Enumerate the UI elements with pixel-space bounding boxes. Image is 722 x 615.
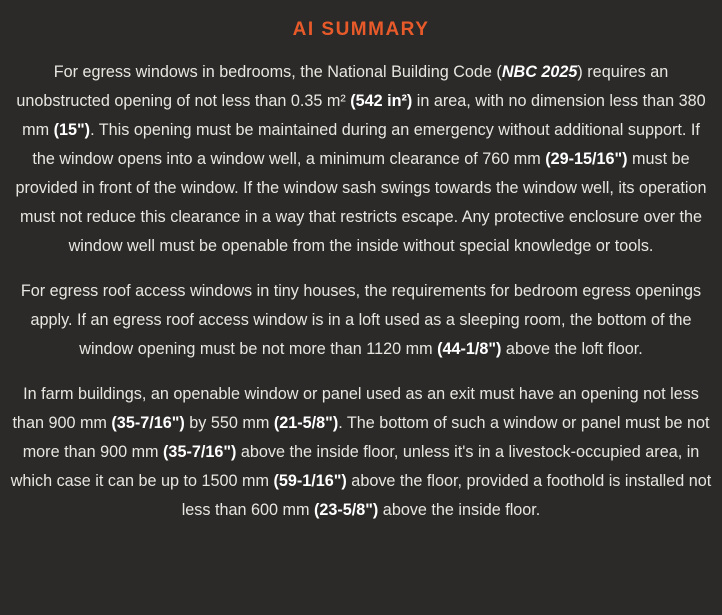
emphasis-text: (15") bbox=[53, 121, 91, 139]
emphasis-text: (21-5/8") bbox=[273, 414, 339, 432]
emphasis-text: (44-1/8") bbox=[437, 340, 502, 358]
body-text: . The bottom of such a window or panel must be not more than 900 mm bbox=[22, 414, 710, 461]
summary-paragraph-tiny-house bbox=[10, 277, 712, 364]
body-text: above the loft floor. bbox=[501, 340, 643, 358]
body-text: in area, with no dimension less than 380 mm bbox=[22, 92, 706, 139]
emphasis-text: (35-7/16") bbox=[111, 414, 185, 432]
summary-paragraph-bedroom bbox=[10, 58, 712, 261]
emphasis-text: NBC 2025 bbox=[501, 63, 578, 81]
body-text: ) requires an unobstructed opening of not less than 0.35 m² bbox=[16, 63, 669, 110]
body-text: above the inside floor, unless it's in a livestock-occupied area, in which case it can be up to 1500 mm bbox=[10, 443, 700, 490]
emphasis-text: (542 in²) bbox=[350, 92, 413, 110]
emphasis-text: (59-1/16") bbox=[273, 472, 347, 490]
body-text: above the floor, provided a foothold is installed not less than 600 mm bbox=[181, 472, 712, 519]
body-text: For egress roof access windows in tiny houses, the requirements for bedroom egress openings apply. If an egress roof access window is in a loft used as a sleeping room, the bottom of the window opening must be not more than 1120 mm bbox=[20, 282, 702, 358]
body-text: by 550 mm bbox=[184, 414, 274, 432]
emphasis-text: (23-5/8") bbox=[313, 501, 379, 519]
body-text: must be provided in front of the window. If the window sash swings towards the window well, its operation must not reduce this clearance in a way that restricts escape. Any protective enclosure over the window well must be openable from the inside without special knowledge or tools. bbox=[15, 150, 707, 255]
body-text: For egress windows in bedrooms, the National Building Code ( bbox=[53, 63, 502, 81]
body-text: above the inside floor. bbox=[378, 501, 541, 519]
body-text: In farm buildings, an openable window or panel used as an exit must have an opening not less than 900 mm bbox=[12, 385, 699, 432]
summary-title: AI SUMMARY bbox=[292, 19, 430, 40]
body-text: . This opening must be maintained during an emergency without additional support. If the window opens into a window well, a minimum clearance of 760 mm bbox=[32, 121, 700, 168]
emphasis-text: (35-7/16") bbox=[163, 443, 237, 461]
summary-paragraph-farm bbox=[10, 380, 712, 525]
emphasis-text: (29-15/16") bbox=[545, 150, 628, 168]
